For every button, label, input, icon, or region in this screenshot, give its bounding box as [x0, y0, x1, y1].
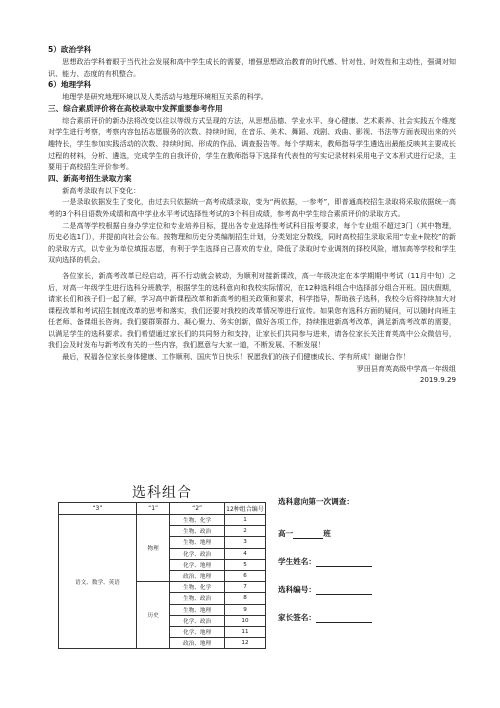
section3-heading: 三、综合素质评价将在高校录取中发挥重要参考作用	[48, 103, 223, 113]
combo-subjects: 政治、地理	[170, 638, 225, 649]
geo-text: 地理学是研究地理环境以及人类活动与地理环境相互关系的科学。	[62, 92, 268, 102]
core-subjects-cell: 语文、数学、英语	[59, 515, 137, 649]
combo-number: 10	[224, 615, 265, 626]
document-body	[48, 44, 456, 386]
subject-combination-table	[58, 484, 266, 649]
combo-subjects: 化学、地理	[170, 626, 225, 637]
combo-subjects: 生物、政治	[170, 593, 225, 604]
combo-code-field[interactable]	[278, 584, 372, 595]
student-name-field[interactable]	[278, 556, 372, 567]
combo-number: 9	[224, 604, 265, 615]
class-input-line[interactable]	[293, 529, 323, 539]
combo-subjects: 生物、地理	[170, 604, 225, 615]
section4-point1: 一是录取依据发生了变化，由过去只依据统一高考成绩录取，变为“两依据，一参考”，即普通高校招生录取将采取依据统一高考的3个科目语数外成绩和高中学业水平考试选择性考试的3个科目成绩，参考高中学生综合素质评价的录取方式。	[48, 197, 456, 218]
combo-number: 3	[224, 537, 265, 548]
class-field[interactable]	[278, 528, 331, 539]
politics-heading: 5）政治学科	[48, 45, 92, 54]
header-combo-number: 12种组合编号	[224, 503, 265, 515]
combo-subjects: 生物、政治	[170, 526, 225, 537]
table-row	[59, 515, 266, 526]
combination-grid	[58, 502, 266, 649]
table-title: 选科组合	[132, 485, 192, 501]
class-suffix: 班	[323, 529, 331, 538]
geo-heading: 6）地理学科	[48, 80, 92, 90]
student-name-input-line[interactable]	[316, 557, 372, 567]
header-first-choice: “1”	[136, 503, 169, 515]
group-history-cell: 历史	[136, 582, 169, 649]
group-physics-cell: 物理	[136, 515, 169, 582]
combo-subjects: 生物、地理	[170, 537, 225, 548]
date: 2019.9.29	[419, 375, 456, 385]
combo-subjects: 化学、政治	[170, 548, 225, 559]
combo-number: 7	[224, 582, 265, 593]
combo-number: 6	[224, 570, 265, 581]
combo-number: 2	[224, 526, 265, 537]
section4-intro: 新高考录取有以下变化：	[62, 185, 141, 195]
combo-number: 11	[224, 626, 265, 637]
section3-text: 综合素质评价的新办法将改变以往以等级方式呈现的方法，从思想品德、学业水平、身心健康、艺术素养、社会实践五个维度对学生进行考察，考察内容包括志愿服务的次数、持续时间，在音乐、美术、舞蹈、戏剧、戏曲、影视、书法等方面表现出来的兴趣特长，学生参加实践活动的次数、持续时间、形成的作品、调查报告等。每个学期末，教师指导学生遴选出最能反映其主要成长过程的材料，分析、遴选，完成学生的自我评价，学生在教师指导下选择有代表性的写实记录材料采用电子文本形式进行记录，主要用于高校招生评价参考。	[48, 115, 456, 172]
signature: 罗田县育英高级中学高一年级组	[356, 363, 456, 373]
section4-heading: 四、新高考招生录取方案	[48, 173, 132, 183]
combo-subjects: 化学、地理	[170, 559, 225, 570]
combo-subjects: 化学、政治	[170, 615, 225, 626]
combo-number: 5	[224, 559, 265, 570]
student-name-label: 学生姓名：	[278, 557, 316, 566]
combo-subjects: 生物、化学	[170, 515, 225, 526]
survey-title: 选科意向第一次调查：	[278, 497, 354, 506]
combo-number: 12	[224, 638, 265, 649]
closing-paragraph: 各位家长，新高考改革已经启动，再不行动就会被动，为顺利对接新课改，高一年级决定在本学期期中考试（11月中旬）之后，对高一年级学生进行选科分班教学，根据学生的选科意向和我校实际情况，在12种选科组合中选择部分组合开班。国庆假期，请家长们和孩子们一起了解，学习高中新课程改革和新高考的相关政策和要求，科学指导，帮助孩子选科，我校今后将持续加大对课程改革和考试招生制度改革的思考和落实，我们还要对我校的改革情况等进行宣传。如果您有选科方面的疑问，可以随时向班主任老师、备课组长咨询。我们要群策群力、凝心聚力、务实创新，做好各项工作，持续推进新高考改革，满足新高考改革的需要，以满足学生的选科要求。我们希望通过家长们的共同努力和支持，让家长们共同参与进来，请各位家长关注育英高中公众微信号，我们会及时发布与新考改有关的一些内容，我们愿意与大家一道，不断发展、不断发展！	[48, 270, 456, 350]
combo-number: 1	[224, 515, 265, 526]
parent-signature-input-line[interactable]	[316, 613, 372, 623]
closing-wishes: 最后，祝福各位家长身体健康、工作顺利、国庆节日快乐！祝愿我们的孩子们健康成长、学有所成！谢谢合作！	[62, 352, 410, 362]
combo-subjects: 生物、化学	[170, 582, 225, 593]
combo-code-label: 选科编号：	[278, 585, 316, 594]
politics-text: 思想政治学科着眼于当代社会发展和高中学生成长的需要，增强思想政治教育的时代感、针对性、时效性和主动性，强调对知识、能力、态度的有机整合。	[48, 57, 456, 78]
combo-code-input-line[interactable]	[316, 585, 372, 595]
parent-signature-field[interactable]	[278, 612, 372, 623]
class-label: 高一	[278, 529, 294, 538]
header-core: “3”	[59, 503, 137, 515]
header-second-choice: “2”	[170, 503, 225, 515]
combo-number: 4	[224, 548, 265, 559]
combo-subjects: 政治、地理	[170, 570, 225, 581]
section4-point2: 二是高等学校根据自身办学定位和专业培养目标，提出各专业选择性考试科目报考要求，每个专业组不超过3门（其中物理，历史必选1门），并提前向社会公布。按物理和历史分类编制招生计划，分类划定分数线，同时高校招生录取采用“专业+院校”的新的录取方式，以专业为单位填报志愿，有利于学生选择自己喜欢的专业，降低了录取时专业调剂的择校风险，增加高等学校和学生双向选择的机会。	[48, 220, 456, 265]
table-header-row	[59, 503, 266, 515]
combo-number: 8	[224, 593, 265, 604]
parent-signature-label: 家长签名：	[278, 613, 316, 622]
